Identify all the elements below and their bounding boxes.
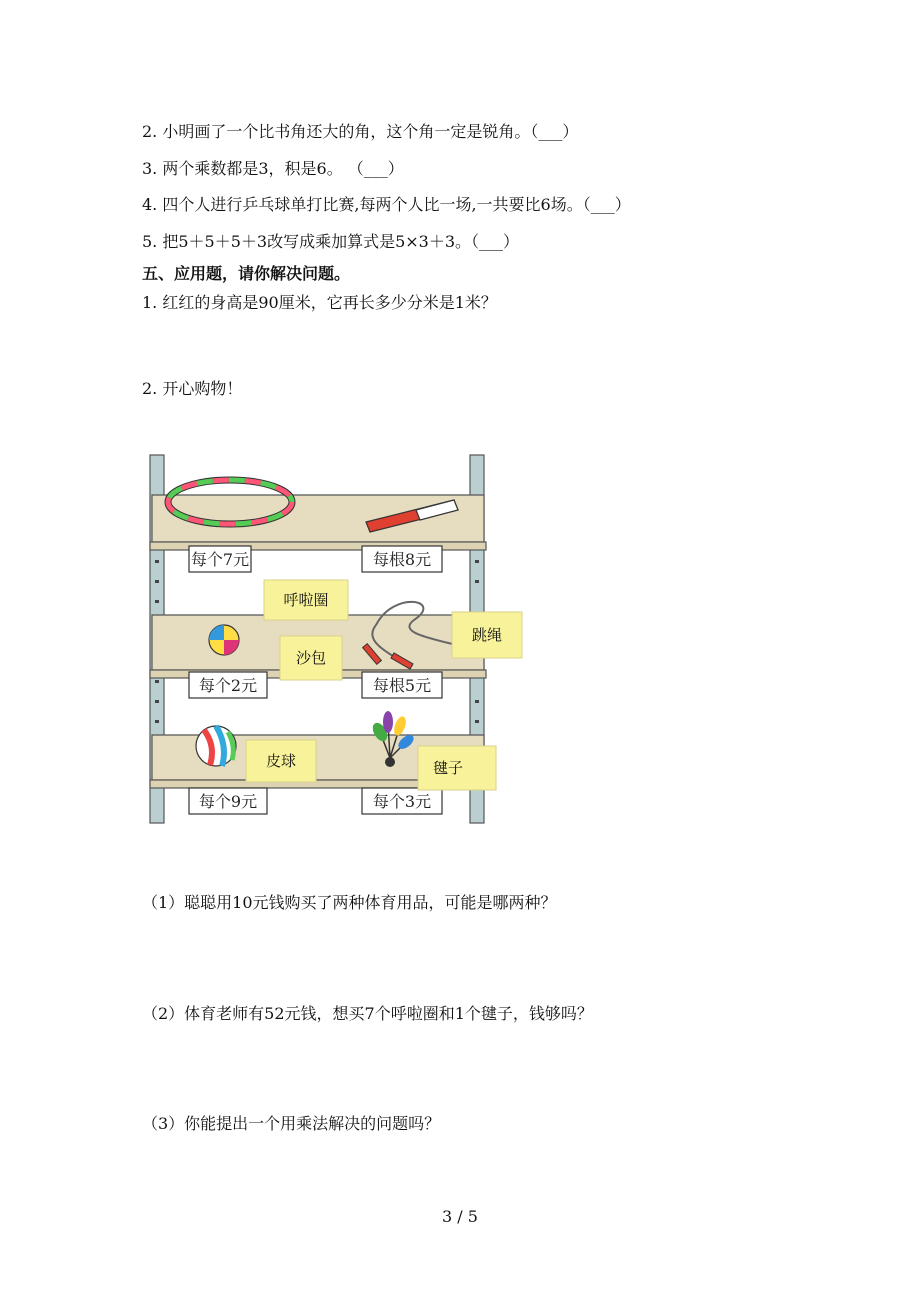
price-hoop-text: 每个7元 xyxy=(190,550,250,569)
note-shuttle xyxy=(418,746,496,790)
question-4: 4. 四个人进行乒乓球单打比赛,每两个人比一场,一共要比6场。（___） xyxy=(142,195,631,214)
problem-1: 1. 红红的身高是90厘米，它再长多少分米是1米？ xyxy=(142,293,497,312)
price-sandbag-text: 每个2元 xyxy=(198,676,258,695)
note-sandbag xyxy=(280,636,342,680)
note-shuttle-text: 毽子 xyxy=(432,759,464,777)
price-shuttle-text: 每个3元 xyxy=(372,792,432,811)
question-5: 5. 把5＋5＋5＋3改写成乘加算式是5×3＋3。（___） xyxy=(142,232,520,251)
price-ball-text: 每个9元 xyxy=(198,792,258,811)
subquestion-3: （3）你能提出一个用乘法解决的问题吗？ xyxy=(142,1114,441,1133)
subquestion-2: （2）体育老师有52元钱，想买7个呼啦圈和1个毽子，钱够吗？ xyxy=(142,1004,593,1023)
price-tag-rope xyxy=(362,672,442,698)
ball-icon xyxy=(196,726,236,766)
note-sandbag-text: 沙包 xyxy=(295,649,327,667)
price-stick-text: 每根8元 xyxy=(372,550,432,569)
section-heading: 五、应用题，请你解决问题。 xyxy=(142,264,351,283)
note-ball-text: 皮球 xyxy=(265,752,297,770)
price-tag-shuttle xyxy=(362,788,442,814)
page-number: 3 / 5 xyxy=(442,1207,478,1226)
sandbag-icon xyxy=(209,625,239,655)
question-3: 3. 两个乘数都是3，积是6。 （___） xyxy=(142,159,404,178)
price-tag-hoop xyxy=(189,546,251,572)
shopping-shelf-illustration xyxy=(144,450,503,828)
note-hoop xyxy=(264,580,348,620)
note-rope-text: 跳绳 xyxy=(471,626,503,644)
subquestion-1: （1）聪聪用10元钱购买了两种体育用品，可能是哪两种？ xyxy=(142,893,557,912)
price-tag-sandbag xyxy=(189,672,267,698)
price-tag-ball xyxy=(189,788,267,814)
price-tag-stick xyxy=(362,546,442,572)
question-2: 2. 小明画了一个比书角还大的角，这个角一定是锐角。（___） xyxy=(142,122,579,141)
problem-2: 2. 开心购物！ xyxy=(142,379,243,398)
note-ball xyxy=(246,740,316,782)
note-rope xyxy=(452,612,522,658)
price-rope-text: 每根5元 xyxy=(372,676,432,695)
note-hoop-text: 呼啦圈 xyxy=(283,591,329,609)
